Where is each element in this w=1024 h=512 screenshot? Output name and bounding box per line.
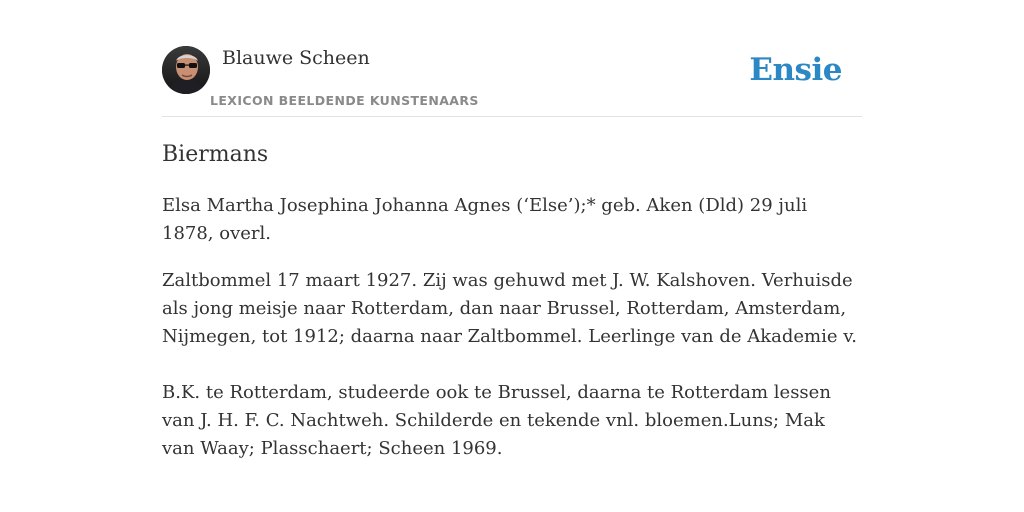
article-paragraph: Zaltbommel 17 maart 1927. Zij was gehuwd met J. W. Kalshoven. Verhuisde als jong meisje naar Rotterdam, dan naar Brussel, Rotterdam, Amsterdam, Nijmegen, tot 1912; daarna naar Zaltbommel. Leerlinge van de Akademie v. (162, 270, 857, 347)
article (162, 138, 862, 463)
author-avatar[interactable] (162, 46, 210, 94)
header (162, 46, 862, 117)
brand-logo[interactable]: Ensie (749, 52, 842, 88)
article-title: Biermans (162, 142, 269, 167)
profile-photo-icon (162, 46, 210, 94)
author-name[interactable]: Blauwe Scheen (222, 47, 370, 69)
collection-label[interactable]: LEXICON BEELDENDE KUNSTENAARS (210, 93, 479, 108)
article-paragraph: B.K. te Rotterdam, studeerde ook te Brussel, daarna te Rotterdam lessen van J. H. F. C. Nachtweh. Schilderde en tekende vnl. bloemen.Luns; Mak van Waay; Plasschaert; Scheen 1969. (162, 382, 831, 459)
article-paragraph: Elsa Martha Josephina Johanna Agnes (‘Else’);* geb. Aken (Dld) 29 juli 1878, overl. (162, 195, 808, 244)
